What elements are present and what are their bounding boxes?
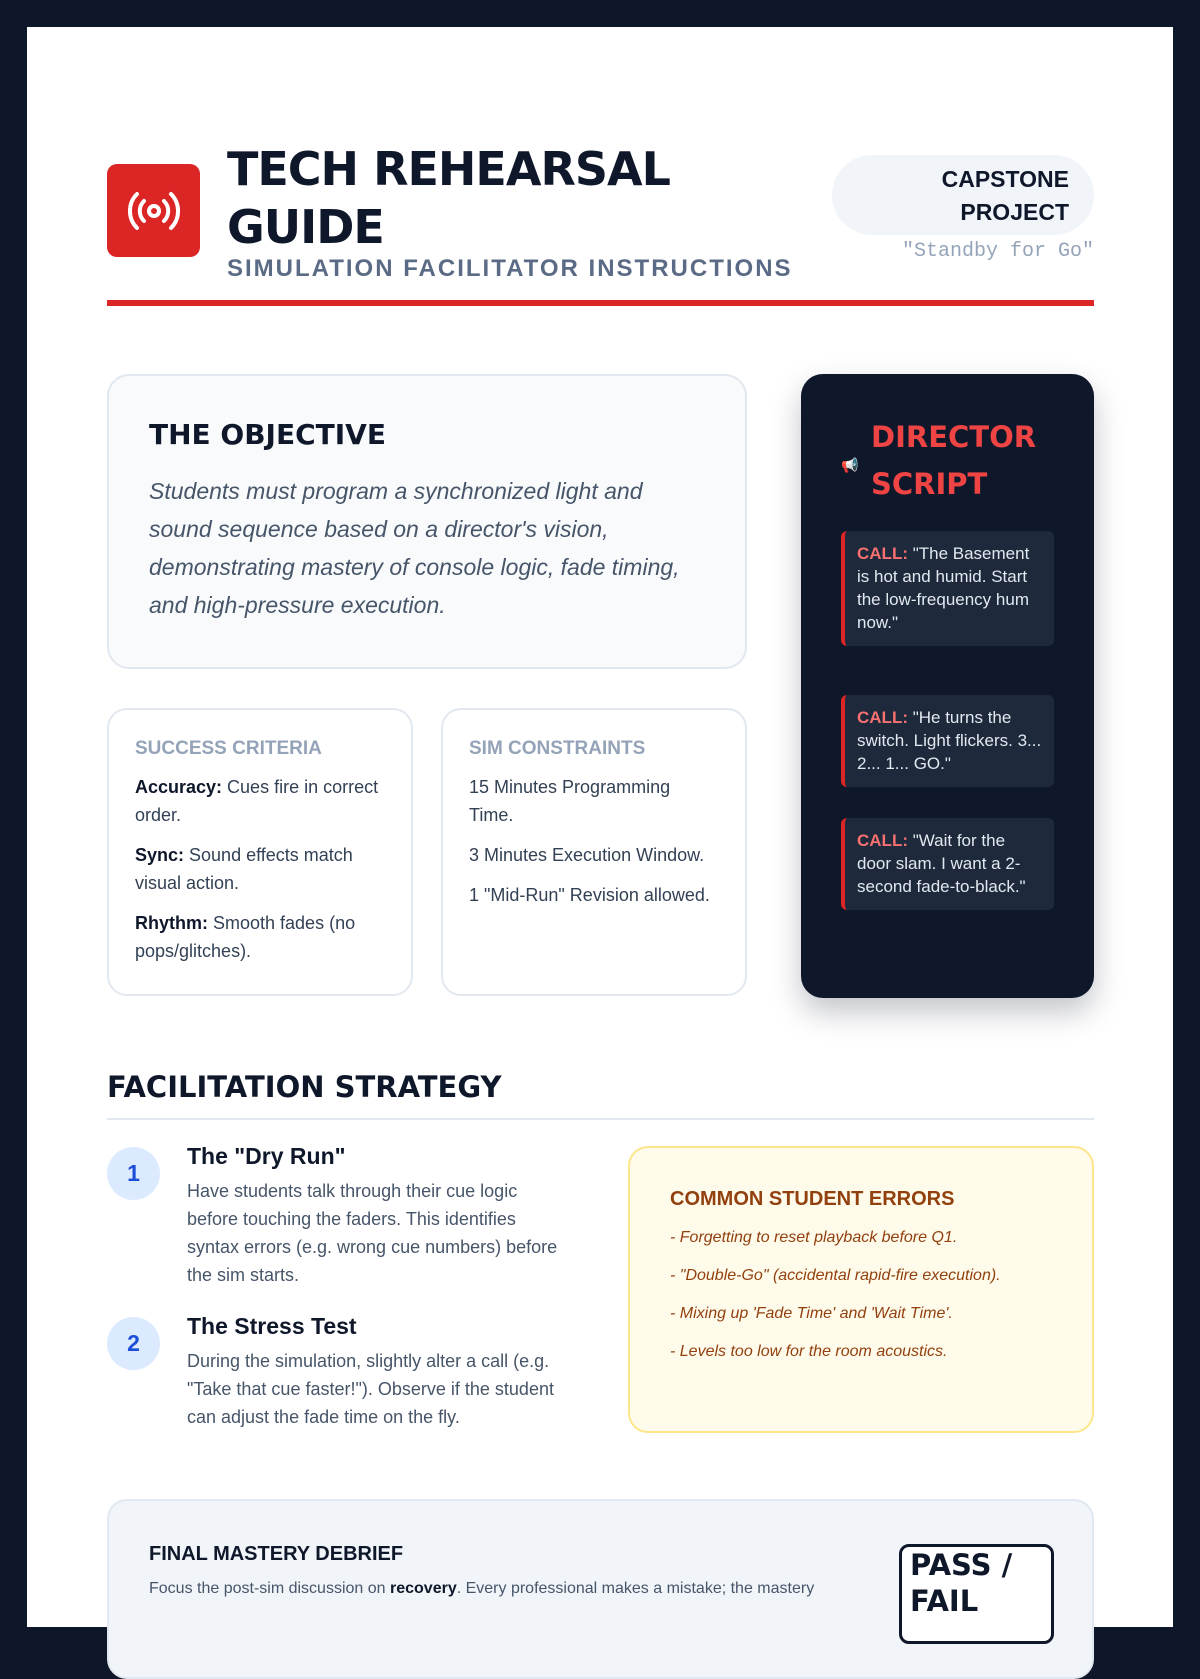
director-call: CALL: "He turns the switch. Light flickers. 3... 2... 1... GO." xyxy=(841,695,1054,787)
success-criteria-heading: SUCCESS CRITERIA xyxy=(135,738,322,759)
final-debrief-panel xyxy=(107,1499,1094,1679)
step-body: During the simulation, slightly alter a call (e.g. "Take that cue faster!"). Observe if the student can adjust the fade time on the fly. xyxy=(187,1351,554,1427)
logo xyxy=(107,164,200,257)
director-call: CALL: "The Basement is hot and humid. Start the low-frequency hum now." xyxy=(841,531,1054,646)
step-title: The Stress Test xyxy=(187,1313,357,1339)
header-divider xyxy=(107,300,1094,306)
constraint-item: 3 Minutes Execution Window. xyxy=(469,845,705,865)
step-body: Have students talk through their cue logic before touching the faders. This identifies syntax errors (e.g. wrong cue numbers) before the sim starts. xyxy=(187,1181,558,1285)
director-script-heading: DIRECTOR SCRIPT xyxy=(871,420,1037,501)
facilitation-strategy-heading: FACILITATION STRATEGY xyxy=(107,1070,502,1104)
objective-body: Students must program a synchronized light and sound sequence based on a director's vision, demonstrating mastery of console logic, fade timing, and high-pressure execution. xyxy=(149,478,680,618)
criteria-item: Accuracy: Cues fire in correct order. xyxy=(135,777,379,825)
error-item: - Levels too low for the room acoustics. xyxy=(670,1343,948,1360)
criteria-item: Rhythm: Smooth fades (no pops/glitches). xyxy=(135,913,356,961)
header xyxy=(107,112,1094,287)
director-call: CALL: "Wait for the door slam. I want a 2-second fade-to-black." xyxy=(841,818,1054,910)
project-badge xyxy=(832,155,1094,235)
debrief-heading: FINAL MASTERY DEBRIEF xyxy=(149,1543,404,1565)
section-divider xyxy=(107,1118,1094,1120)
sim-constraints-card xyxy=(441,708,747,996)
project-badge-label: CAPSTONE PROJECT xyxy=(941,166,1069,225)
criteria-item: Sync: Sound effects match visual action. xyxy=(135,845,353,893)
error-item: - "Double-Go" (accidental rapid-fire execution). xyxy=(670,1267,1001,1284)
megaphone-icon: 📢 xyxy=(841,457,859,473)
constraint-item: 15 Minutes Programming Time. xyxy=(469,777,671,825)
errors-list xyxy=(670,1227,1052,1363)
page-title: TECH REHEARSAL GUIDE xyxy=(227,142,670,254)
step-title: The "Dry Run" xyxy=(187,1143,346,1169)
constraint-item: 1 "Mid-Run" Revision allowed. xyxy=(469,885,710,905)
header-quote: "Standby for Go" xyxy=(901,240,1094,263)
debrief-body: Focus the post-sim discussion on recovery. Every professional makes a mistake; the mastery xyxy=(149,1580,815,1597)
success-criteria-card xyxy=(107,708,413,996)
objective-panel xyxy=(107,374,747,669)
broadcast-icon xyxy=(129,190,179,232)
pass-fail-stamp: PASS / FAIL xyxy=(899,1544,1054,1644)
director-script-panel xyxy=(801,374,1094,998)
sim-constraints-heading: SIM CONSTRAINTS xyxy=(469,738,646,759)
step-number: 1 xyxy=(107,1147,160,1200)
error-item: - Forgetting to reset playback before Q1. xyxy=(670,1229,958,1246)
objective-heading: THE OBJECTIVE xyxy=(149,418,386,451)
error-item: - Mixing up 'Fade Time' and 'Wait Time'. xyxy=(670,1305,953,1322)
common-errors-heading: COMMON STUDENT ERRORS xyxy=(670,1188,955,1210)
step-number: 2 xyxy=(107,1317,160,1370)
common-errors-panel xyxy=(628,1146,1094,1433)
page-subtitle: SIMULATION FACILITATOR INSTRUCTIONS xyxy=(227,255,793,282)
guide-sheet xyxy=(27,27,1173,1627)
